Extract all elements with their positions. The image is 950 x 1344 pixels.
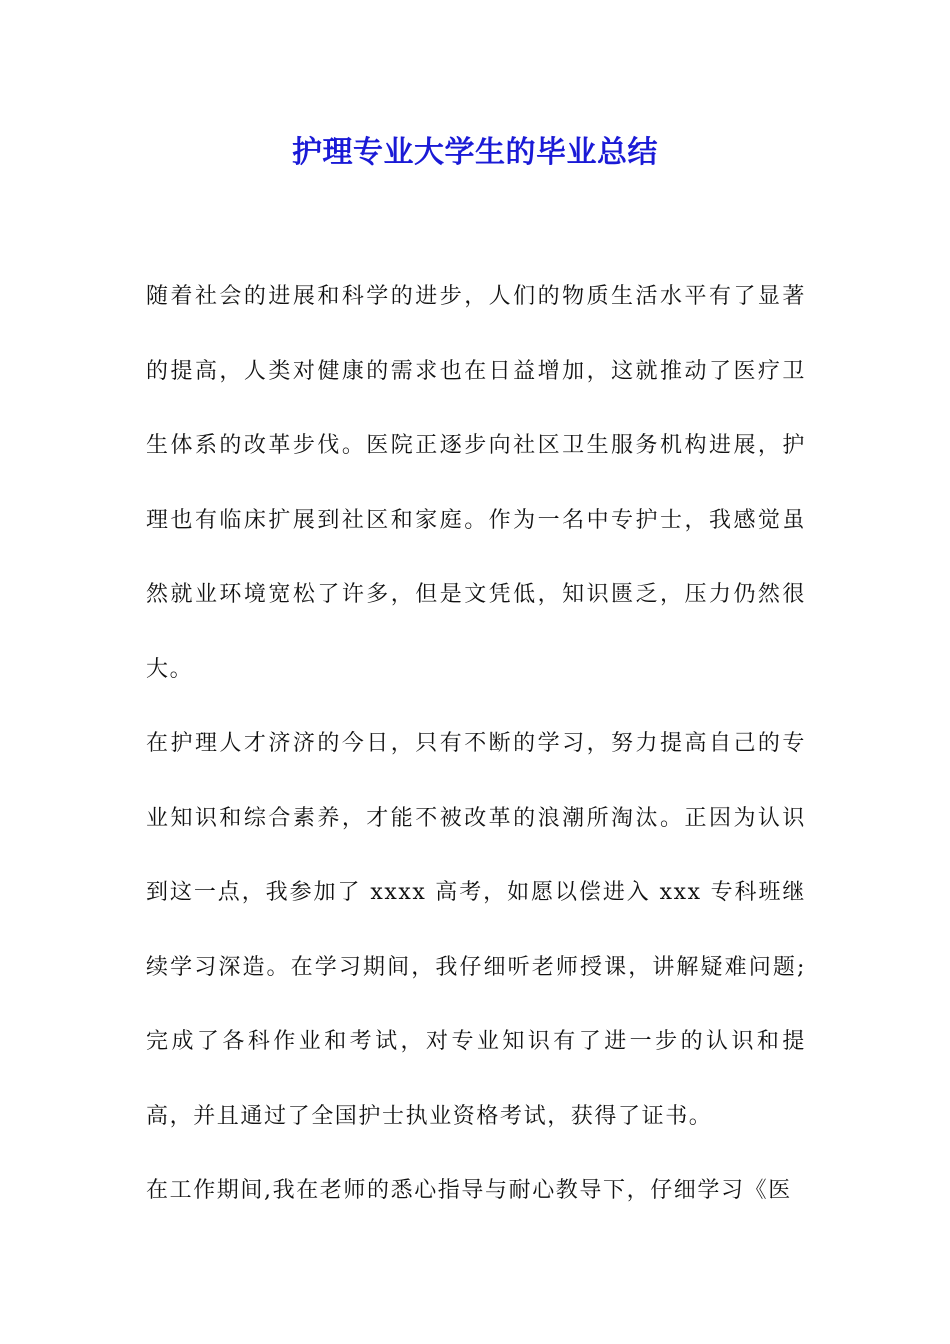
document-title: 护理专业大学生的毕业总结 [292, 135, 658, 170]
paragraph: 在工作期间,我在老师的悉心指导与耐心教导下，仔细学习《医 [146, 1178, 792, 1203]
paragraph: 随着社会的进展和科学的进步，人们的物质生活水平有了显著的提高，人类对健康的需求也在日益增加，这就推动了医疗卫生体系的改革步伐。医院正逐步向社区卫生服务机构进展，护理也有临床扩展到社区和家庭。作为一名中专护士，我感觉虽然就业环境宽松了许多，但是文凭低，知识匮乏，压力仍然很大。 [146, 284, 806, 682]
document-body [146, 260, 806, 1229]
paragraph: 在护理人才济济的今日，只有不断的学习，努力提高自己的专业知识和综合素养，才能不被改革的浪潮所淘汰。正因为认识到这一点，我参加了 xxxx 高考，如愿以偿进入 xxx 专科班继续学习深造。在学习期间，我仔细听老师授课，讲解疑难问题;完成了各科作业和考试，对专业知识有了进一步的认识和提高，并且通过了全国护士执业资格考试，获得了证书。 [146, 731, 806, 1129]
